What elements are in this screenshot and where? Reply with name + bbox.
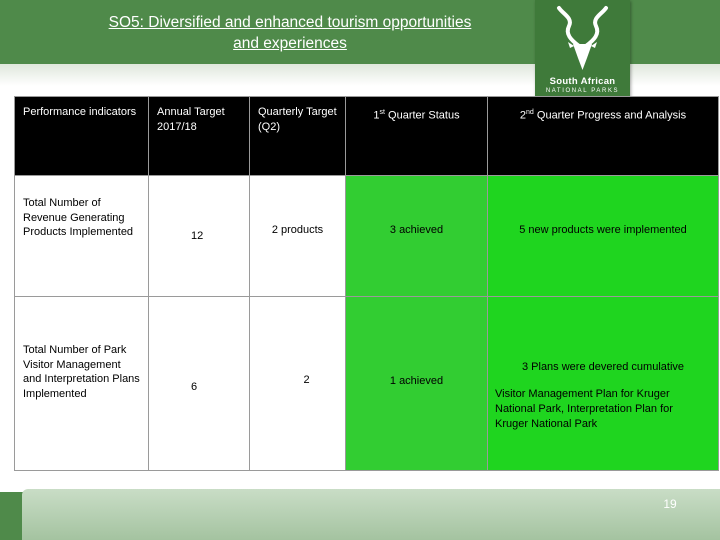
row1-quarterly-cell xyxy=(250,176,346,297)
row2-indicator-cell xyxy=(15,297,149,471)
row1-q1-status: 3 achieved xyxy=(389,224,444,236)
row1-q2-analysis: 5 new products were implemented xyxy=(519,224,687,236)
page-number: 19 xyxy=(663,497,677,511)
header-quarterly-label: Quarterly Target (Q2) xyxy=(258,106,337,133)
performance-table xyxy=(14,96,719,471)
row1-q1-cell xyxy=(346,176,488,297)
header-q2-text: Quarter Progress and Analysis xyxy=(536,109,687,122)
footer-panel xyxy=(22,489,720,540)
header-q1-suffix: st xyxy=(379,109,385,116)
row1-indicator: Total Number of Revenue Generating Products Implemented xyxy=(23,197,134,238)
row2-indicator: Total Number of Park Visitor Management and Interpretation Plans Implemented xyxy=(23,344,140,400)
row1-annual-cell xyxy=(149,176,250,297)
row2-annual: 6 xyxy=(191,381,198,393)
kudu-head-icon xyxy=(535,0,630,76)
header-indicators-label: Performance indicators xyxy=(23,106,137,118)
table-row xyxy=(15,297,719,471)
row2-q2-cell xyxy=(488,297,719,471)
header-q1-number: 1 xyxy=(373,109,380,122)
row2-annual-cell xyxy=(149,297,250,471)
header-q2-number: 2 xyxy=(519,109,527,122)
row1-q2-cell xyxy=(488,176,719,297)
row1-annual: 12 xyxy=(191,230,204,242)
header-cell-annual xyxy=(149,97,250,176)
header-cell-indicators xyxy=(15,97,149,176)
header-q2-label xyxy=(488,97,718,124)
slide-title-line-2: and experiences xyxy=(233,35,347,52)
table-header-row xyxy=(15,97,719,176)
row2-quarterly: 2 xyxy=(303,374,310,386)
slide-title-line-1: SO5: Diversified and enhanced tourism opportunities xyxy=(108,14,472,31)
header-cell-q2 xyxy=(488,97,719,176)
row2-q2-details: Visitor Management Plan for Kruger National Park, Interpretation Plan for Kruger National Park xyxy=(495,388,673,430)
row2-q1-cell xyxy=(346,297,488,471)
header-cell-quarterly xyxy=(250,97,346,176)
header-q2-suffix: nd xyxy=(526,109,534,116)
sanparks-logo xyxy=(535,0,630,100)
row2-q1-status: 1 achieved xyxy=(389,375,444,387)
row2-quarterly-cell xyxy=(250,297,346,471)
table-row xyxy=(15,176,719,297)
row2-q2-summary: 3 Plans were devered cumulative xyxy=(521,361,685,373)
header-annual-label: Annual Target 2017/18 xyxy=(157,106,225,133)
logo-text-line-2: NATIONAL PARKS xyxy=(545,88,620,94)
header-q1-label xyxy=(346,97,487,124)
row1-quarterly: 2 products xyxy=(271,224,324,236)
header-cell-q1 xyxy=(346,97,488,176)
logo-text-line-1: South African xyxy=(549,76,616,87)
header-q1-text: Quarter Status xyxy=(388,109,460,122)
row1-indicator-cell xyxy=(15,176,149,297)
slide-title xyxy=(30,12,550,54)
